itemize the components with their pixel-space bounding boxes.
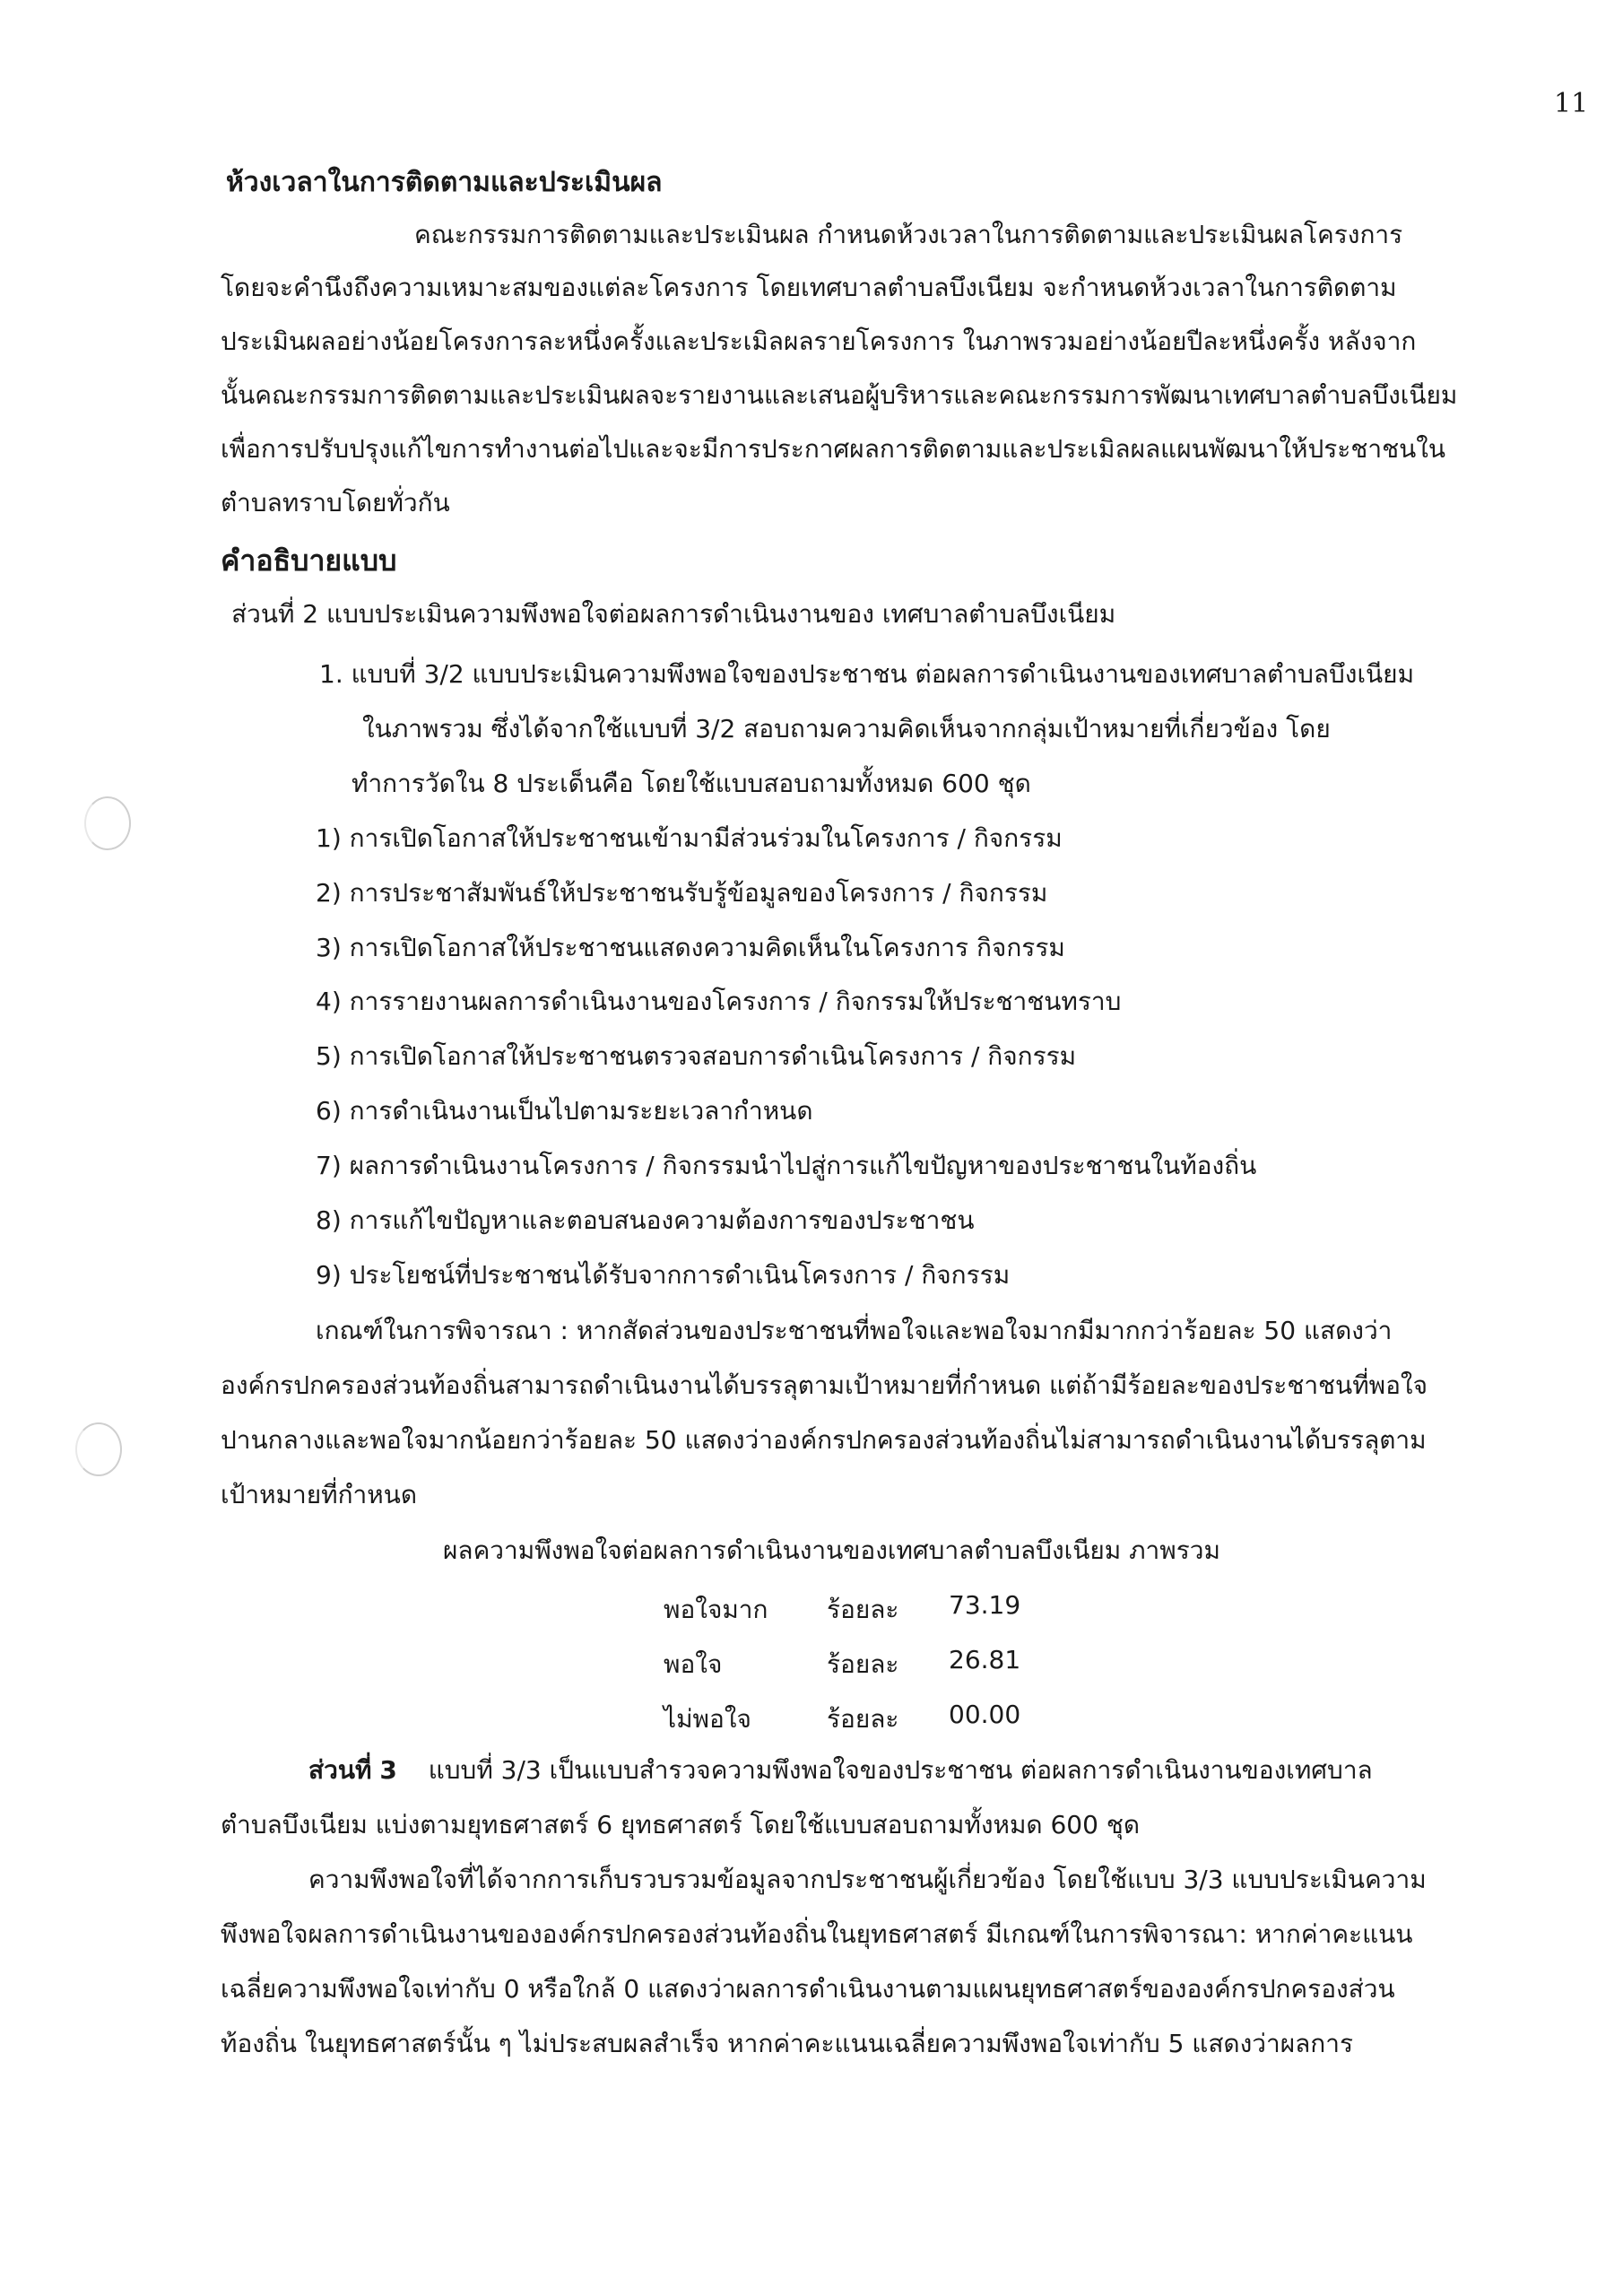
part-3-first-line [308, 1755, 1373, 1786]
result-unit: ร้อยละ [827, 1595, 899, 1624]
evaluation-line: ปานกลางและพอใจมากน้อยกว่าร้อยละ 50 แสดงว่าองค์กรปกครองส่วนท้องถิ่นไม่สามารถดำเนินงานได้บรรลุตาม [221, 1425, 1427, 1455]
paragraph-line: ตำบลทราบโดยทั่วกัน [221, 488, 450, 517]
criteria-item: 4) การรายงานผลการดำเนินงานของโครงการ / กิจกรรมให้ประชาชนทราบ [316, 987, 1122, 1016]
part-3-label: ส่วนที่ [308, 1755, 372, 1785]
paragraph-line: ท้องถิ่น ในยุทธศาสตร์นั้น ๆ ไม่ประสบผลสำเร็จ หากค่าคะแนนเฉลี่ยความพึงพอใจเท่ากับ 5 แสดงว่าผลการ [221, 2029, 1353, 2058]
criteria-item: 5) การเปิดโอกาสให้ประชาชนตรวจสอบการดำเนินโครงการ / กิจกรรม [316, 1041, 1077, 1071]
item-1-line: 1. แบบที่ 3/2 แบบประเมินความพึงพอใจของประชาชน ต่อผลการดำเนินงานของเทศบาลตำบลบึงเนียม [319, 659, 1415, 689]
punch-hole-bottom [75, 1422, 122, 1476]
result-label: พอใจ [664, 1649, 723, 1679]
item-1-line: ในภาพรวม ซึ่งได้จากใช้แบบที่ 3/2 สอบถามความคิดเห็นจากกลุ่มเป้าหมายที่เกี่ยวข้อง โดย [362, 714, 1331, 744]
result-value: 00.00 [949, 1700, 1021, 1729]
criteria-item: 3) การเปิดโอกาสให้ประชาชนแสดงความคิดเห็นในโครงการ กิจกรรม [316, 933, 1065, 962]
paragraph-line: ความพึงพอใจที่ได้จากการเก็บรวบรวมข้อมูลจากประชาชนผู้เกี่ยวข้อง โดยใช้แบบ 3/3 แบบประเมินความ [308, 1865, 1427, 1894]
punch-hole-top [84, 796, 131, 850]
result-label: ไม่พอใจ [664, 1704, 751, 1734]
evaluation-line: เป้าหมายที่กำหนด [221, 1480, 418, 1509]
part-3-description: แบบที่ 3/3 เป็นแบบสำรวจความพึงพอใจของประชาชน ต่อผลการดำเนินงานของเทศบาล [428, 1755, 1373, 1785]
evaluation-line: องค์กรปกครองส่วนท้องถิ่นสามารถดำเนินงานได้บรรลุตามเป้าหมายที่กำหนด แต่ถ้ามีร้อยละของประชาชนที่พอใจ [221, 1370, 1428, 1400]
criteria-item: 8) การแก้ไขปัญหาและตอบสนองความต้องการของประชาชน [316, 1205, 975, 1235]
criteria-item: 9) ประโยชน์ที่ประชาชนได้รับจากการดำเนินโครงการ / กิจกรรม [316, 1260, 1011, 1290]
part-2-line: ส่วนที่ 2 แบบประเมินความพึงพอใจต่อผลการดำเนินงานของ เทศบาลตำบลบึงเนียม [231, 599, 1116, 629]
criteria-item: 7) ผลการดำเนินงานโครงการ / กิจกรรมนำไปสู่การแก้ไขปัญหาของประชาชนในท้องถิ่น [316, 1151, 1257, 1180]
results-title: ผลความพึงพอใจต่อผลการดำเนินงานของเทศบาลตำบลบึงเนียม ภาพรวม [443, 1535, 1220, 1565]
result-value: 73.19 [949, 1590, 1021, 1620]
criteria-item: 2) การประชาสัมพันธ์ให้ประชาชนรับรู้ข้อมูลของโครงการ / กิจกรรม [316, 878, 1048, 908]
evaluation-line: เกณฑ์ในการพิจารณา : หากสัดส่วนของประชาชนที่พอใจและพอใจมากมีมากกว่าร้อยละ 50 แสดงว่า [316, 1316, 1393, 1345]
result-value: 26.81 [949, 1645, 1021, 1674]
section-heading-monitoring-period: ห้วงเวลาในการติดตามและประเมินผล [226, 167, 663, 198]
paragraph-line: เพื่อการปรับปรุงแก้ไขการทำงานต่อไปและจะมีการประกาศผลการติดตามและประเมิลผลแผนพัฒนาให้ประชาชนใน [221, 434, 1446, 464]
page-number: 11 [1554, 88, 1589, 119]
paragraph-line: นั้นคณะกรรมการติดตามและประเมินผลจะรายงานและเสนอผู้บริหารและคณะกรรมการพัฒนาเทศบาลตำบลบึงเนียม [221, 380, 1458, 410]
paragraph-line: คณะกรรมการติดตามและประเมินผล กำหนดห้วงเวลาในการติดตามและประเมินผลโครงการ [414, 220, 1403, 249]
result-unit: ร้อยละ [827, 1649, 899, 1679]
paragraph-line: เฉลี่ยความพึงพอใจเท่ากับ 0 หรือใกล้ 0 แสดงว่าผลการดำเนินงานตามแผนยุทธศาสตร์ขององค์กรปกครองส่วน [221, 1974, 1395, 2004]
paragraph-line: โดยจะคำนึงถึงความเหมาะสมของแต่ละโครงการ โดยเทศบาลตำบลบึงเนียม จะกำหนดห้วงเวลาในการติดตาม [221, 273, 1397, 302]
paragraph-line: พึงพอใจผลการดำเนินงานขององค์กรปกครองส่วนท้องถิ่นในยุทธศาสตร์ มีเกณฑ์ในการพิจารณา: หากค่าคะแนน [221, 1919, 1413, 1949]
paragraph-line: ตำบลบึงเนียม แบ่งตามยุทธศาสตร์ 6 ยุทธศาสตร์ โดยใช้แบบสอบถามทั้งหมด 600 ชุด [221, 1810, 1141, 1839]
criteria-item: 1) การเปิดโอกาสให้ประชาชนเข้ามามีส่วนร่วมในโครงการ / กิจกรรม [316, 823, 1063, 853]
part-3-number: 3 [379, 1755, 397, 1785]
paragraph-line: ประเมินผลอย่างน้อยโครงการละหนึ่งครั้งและประเมิลผลรายโครงการ ในภาพรวมอย่างน้อยปีละหนึ่งครั้ง หลังจาก [221, 326, 1417, 356]
result-label: พอใจมาก [664, 1595, 768, 1624]
result-unit: ร้อยละ [827, 1704, 899, 1734]
criteria-item: 6) การดำเนินงานเป็นไปตามระยะเวลากำหนด [316, 1096, 813, 1126]
section-heading-form-description: คำอธิบายแบบ [221, 544, 397, 578]
item-1-line: ทำการวัดใน 8 ประเด็นคือ โดยใช้แบบสอบถามทั้งหมด 600 ชุด [352, 769, 1031, 798]
